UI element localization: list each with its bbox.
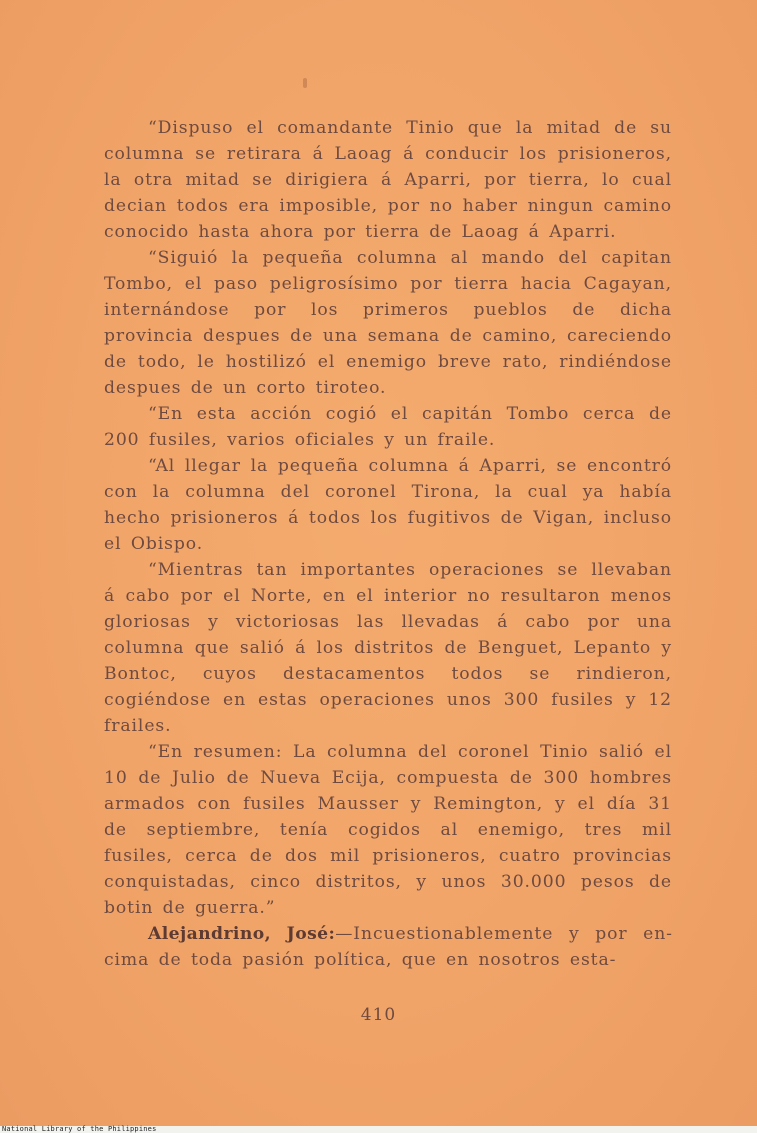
page-number: 410 [360,1005,397,1025]
library-credit: National Library of the Philippines [2,1125,157,1133]
paragraph-aparri-arrival: “Al llegar la pequeña columna á Aparri, se encontró con la columna del coronel Tirona, la cual ya había hecho prisioneros á todos los fugitivos de Vigan, incluso el Obispo. [104,456,672,554]
paragraph-summary: “En resumen: La columna del coronel Tinio salió el 10 de Julio de Nueva Ecija, compuesta de 300 hombres armados con fusiles Mausser y Remington, y el día 31 de septiembre, tenía cogidos al enemigo, tres mil fusiles, cerca de dos mil prisioneros, cuatro provincias conquistadas, cinco distritos, y unos 30.000 pesos de botin de guerra.” [104,742,672,918]
speaker-text: —Incuestionablemente y por encima de toda pasión política, que en nosotros esta- [104,924,672,970]
body-text [104,115,672,973]
paragraph-tombo-column: “Siguió la pequeña columna al mando del capitan Tombo, el paso peligrosísimo por tierra hacia Cagayan, internándose por los primeros pueblos de dicha provincia despues de una semana de camino, careciendo de todo, le hostilizó el enemigo breve rato, rindiéndose despues de un corto tiroteo. [104,248,672,398]
paragraph-interior-operations: “Mientras tan importantes operaciones se llevaban á cabo por el Norte, en el interior no resultaron menos gloriosas y victoriosas las llevadas á cabo por una columna que salió á los distritos de Benguet, Lepanto y Bontoc, cuyos destacamentos todos se rindieron, cogiéndose en estas operaciones unos 300 fusiles y 12 frailes. [104,560,672,736]
paragraph-tinio-orders: “Dispuso el comandante Tinio que la mitad de su columna se retirara á Laoag á conducir los prisioneros, la otra mitad se dirigiera á Aparri, por tierra, lo cual decian todos era imposible, por no haber ningun camino conocido hasta ahora por tierra de Laoag á Aparri. [104,118,672,242]
paragraph-tombo-capture: “En esta acción cogió el capitán Tombo cerca de 200 fusiles, varios oficiales y un fraile. [104,404,672,450]
ink-speck [303,78,307,88]
speaker-name: Alejandrino, José: [148,924,336,944]
paragraph-alejandrino [104,921,672,973]
